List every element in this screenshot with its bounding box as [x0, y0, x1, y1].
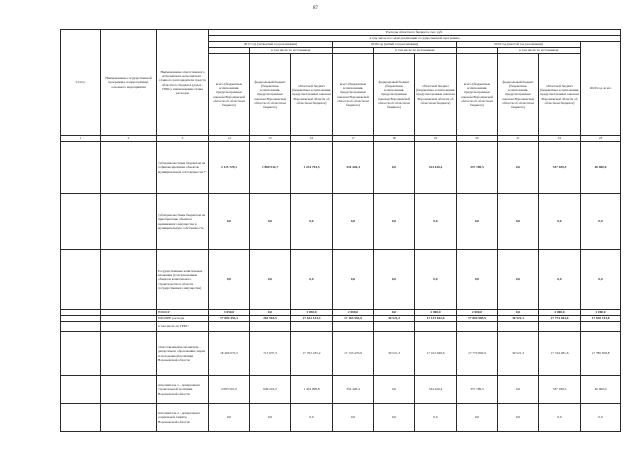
cell-value: 334 426,4 — [333, 376, 374, 404]
cell-value: 0,0 — [498, 142, 539, 194]
header-regional-2019: областной бюджет (бюджетные ассигнования, предусмотренные законом Воронежской области об областном бюджете) — [539, 54, 581, 136]
cell-value: 337 189,5 — [457, 142, 498, 194]
cell-value: 0,0 — [498, 310, 539, 316]
cell-value: 17 612 514,4 — [291, 316, 333, 322]
cell-value: 0,0 — [581, 194, 621, 250]
header-year-2018: 2018 год (пятый год реализации) — [333, 42, 457, 48]
cell-value: 40 000,0 — [581, 142, 621, 194]
table-row — [61, 322, 621, 332]
cell-value: 17 133 042,6 — [415, 316, 457, 322]
cell-value: 2 000,0 — [457, 310, 498, 316]
col-number: 14 — [209, 136, 250, 142]
cell-value: 334 426,4 — [415, 376, 457, 404]
cell-value: 17 133 470,9 — [333, 332, 374, 376]
row-label: в том числе по ГРБС: — [157, 322, 209, 332]
cell-value: 0,0 — [457, 194, 498, 250]
col-number: 22 — [539, 136, 581, 142]
cell-value: 0,0 — [539, 194, 581, 250]
col-number: 16 — [291, 136, 333, 142]
cell-value: 0,0 — [581, 404, 621, 432]
row-label: ПРОЧИЕ расходы — [157, 316, 209, 322]
cell-value: 17 780 658,8 — [581, 332, 621, 376]
cell-value: 1 434 098,8 — [291, 376, 333, 404]
cell-value: 17 894 453,3 — [209, 316, 250, 322]
cell-value: 1 880 934,7 — [250, 142, 291, 194]
header-sources-2019: в том числе по источникам: — [498, 48, 581, 54]
cell-value: 0,0 — [209, 194, 250, 250]
cell-value: 0,0 — [333, 250, 374, 310]
cell-value: 0,0 — [498, 376, 539, 404]
cell-value: 17 163 563,9 — [333, 316, 374, 322]
cell-value: 649 216,2 — [250, 376, 291, 404]
cell-value: 0,0 — [333, 404, 374, 432]
cell-value: 0,0 — [539, 404, 581, 432]
cell-value: 334 426,4 — [333, 142, 374, 194]
col-number: 21 — [498, 136, 539, 142]
cell-value: 0,0 — [498, 194, 539, 250]
col-number: 1 — [61, 136, 101, 142]
cell-value: 0,0 — [498, 404, 539, 432]
cell-value: 0,0 — [374, 250, 415, 310]
cell-value: 0,0 — [374, 310, 415, 316]
cell-value: 0,0 — [291, 194, 333, 250]
col-number: 18 — [374, 136, 415, 142]
cell-value: 0,0 — [415, 194, 457, 250]
cell-value: 1 234 794,5 — [291, 142, 333, 194]
budget-table — [60, 29, 621, 432]
cell-value: 2 000,0 — [581, 310, 621, 316]
cell-value: 2 083 501,0 — [209, 376, 250, 404]
cell-value: 0,0 — [374, 376, 415, 404]
col-number: 2 — [101, 136, 157, 142]
cell-value: 281 918,5 — [250, 316, 291, 322]
table-row — [61, 404, 621, 432]
table-row — [61, 332, 621, 376]
table-row — [61, 194, 621, 250]
col-number: 3 — [157, 136, 209, 142]
header-total-2017: всего (бюджетные ассигнования, предусмотренные законом Воронежской области об областном бюджете) — [209, 54, 250, 136]
cell-value: 0,0 — [539, 250, 581, 310]
header-2020-total: 2020 год, всего — [581, 42, 621, 136]
col-number: 20 — [457, 136, 498, 142]
cell-value: 0,0 — [374, 194, 415, 250]
cell-value: 3 050,0 — [209, 310, 250, 316]
cell-value: 2 000,0 — [333, 310, 374, 316]
row-label: ответственный исполнитель - департамент образования, науки и молодежной политики Воронежской области — [157, 332, 209, 376]
cell-value: 0,0 — [291, 404, 333, 432]
cell-value: 0,0 — [209, 404, 250, 432]
header-sources-2017: в том числе по источникам: — [250, 48, 333, 54]
cell-value: 17 774 802,9 — [457, 332, 498, 376]
cell-value: 0,0 — [209, 250, 250, 310]
header-year-2019: 2019 год (шестой год реализации) — [457, 42, 581, 48]
cell-value: 0,0 — [581, 250, 621, 310]
cell-value: 0,0 — [457, 250, 498, 310]
table-row — [61, 142, 621, 194]
header-total-2019: всего (бюджетные ассигнования, предусмотренные законом Воронежской области об областном бюджете) — [457, 54, 498, 136]
cell-value: 17 774 464,6 — [539, 316, 581, 322]
cell-value: 0,0 — [291, 250, 333, 310]
cell-value: 334 426,4 — [415, 142, 457, 194]
cell-value: 0,0 — [250, 310, 291, 316]
page-number: 87 — [313, 6, 318, 11]
cell-value: 0,0 — [457, 404, 498, 432]
cell-value: 17 804 985,9 — [457, 316, 498, 322]
cell-value: 0,0 — [374, 142, 415, 194]
cell-value: 0,0 — [415, 250, 457, 310]
cell-value: 30 521,3 — [374, 316, 415, 322]
header-expenses-group: Расходы областного бюджета, тыс. руб. — [209, 30, 621, 36]
cell-value: 337 189,5 — [539, 376, 581, 404]
header-status: Статус — [61, 30, 101, 136]
col-number: 15 — [250, 136, 291, 142]
cell-value: 2 115 729,1 — [209, 142, 250, 194]
header-federal-2019: федеральный бюджет (бюджетные ассигнования, предусмотренные законом Воронежской области об областном бюджете) — [498, 54, 539, 136]
cell-value: 0,0 — [374, 404, 415, 432]
cell-value: 17 702 435,2 — [291, 332, 333, 376]
row-label: исполнитель 2 - департамент социальной защиты Воронежской области — [157, 404, 209, 432]
cell-value: 40 000,0 — [581, 376, 621, 404]
header-federal-2018: федеральный бюджет (бюджетные ассигнования, предусмотренные законом Воронежской области об областном бюджете) — [374, 54, 415, 136]
cell-value: 0,0 — [333, 194, 374, 250]
cell-value: 3 050,0 — [291, 310, 333, 316]
cell-value: 30 521,3 — [374, 332, 415, 376]
row-label: Государственные капитальные вложения (за исключением объектов капитального строительства в области государственного имущества) — [157, 250, 209, 310]
cell-value: 2 000,0 — [415, 310, 457, 316]
cell-value: 337 189,5 — [539, 142, 581, 194]
cell-value: 17 744 281,6 — [539, 332, 581, 376]
cell-value: 17 818 743,8 — [581, 316, 621, 322]
col-number: 23 — [581, 136, 621, 142]
col-number: 19 — [415, 136, 457, 142]
cell-value: 18 406 072,5 — [209, 332, 250, 376]
header-regional-2018: областной бюджет (бюджетные ассигнования, предусмотренные законом Воронежской области об областном бюджете) — [415, 54, 457, 136]
cell-value: 337 189,5 — [457, 376, 498, 404]
table-row — [61, 250, 621, 310]
header-incl-years: в том числе по годам реализации государственной программы — [209, 36, 621, 42]
cell-value: 0,0 — [415, 404, 457, 432]
header-executor: Наименование ответственного исполнителя, исполнителя - главного распорядителя средств областного бюджета (далее - ГРБС), наименование главы расходов — [157, 30, 209, 136]
header-year-2017: 2017 год (четвертый год реализации) — [209, 42, 333, 48]
row-label: НИОКР — [157, 310, 209, 316]
header-program-name: Наименование государственной программы, подпрограммы, основного мероприятия — [101, 30, 157, 136]
cell-value: 0,0 — [250, 250, 291, 310]
row-label: субсидии местным бюджетам на приобретение объектов недвижимого имущества в муниципальную собственность — [157, 194, 209, 250]
header-total-2018: всего (бюджетные ассигнования, предусмотренные законом Воронежской области об областном бюджете) — [333, 54, 374, 136]
header-regional-2017: областной бюджет (бюджетные ассигнования, предусмотренные законом Воронежской области об областном бюджете) — [291, 54, 333, 136]
row-label: исполнитель 1 - департамент строительной политики Воронежской области — [157, 376, 209, 404]
row-label: субсидии местным бюджетам на софинансирование объектов муниципальной собственности * — [157, 142, 209, 194]
header-federal-2017: федеральный бюджет (бюджетные ассигнования, предусмотренные законом Воронежской области об областном бюджете) — [250, 54, 291, 136]
cell-value: 17 102 949,6 — [415, 332, 457, 376]
cell-value: 0,0 — [250, 404, 291, 432]
cell-value: 0,0 — [498, 250, 539, 310]
cell-value: 0,0 — [250, 194, 291, 250]
header-sources-2018: в том числе по источникам: — [374, 48, 457, 54]
table-row — [61, 376, 621, 404]
col-number: 17 — [333, 136, 374, 142]
cell-value: 713 637,3 — [250, 332, 291, 376]
cell-value: 2 000,0 — [539, 310, 581, 316]
cell-value: 30 521,3 — [498, 316, 539, 322]
cell-value: 30 521,3 — [498, 332, 539, 376]
